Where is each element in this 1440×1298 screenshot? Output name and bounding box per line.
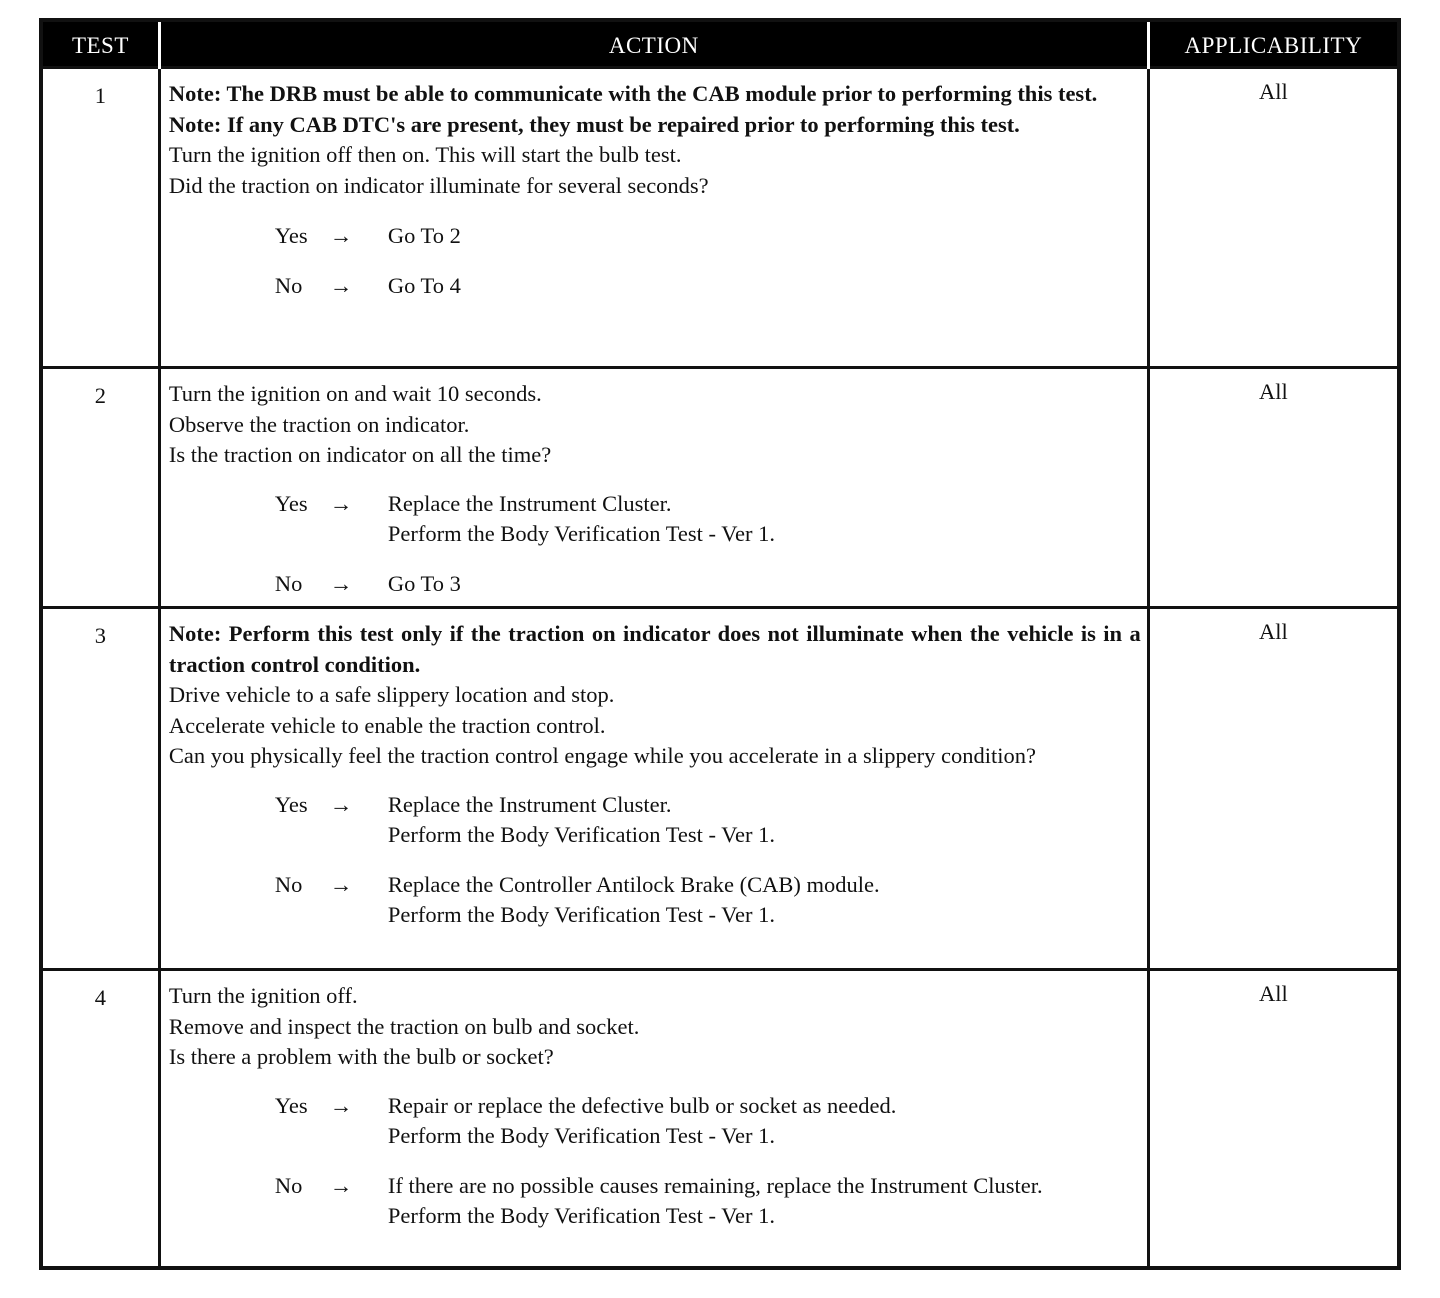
outcome-result: Go To 2 bbox=[387, 223, 461, 248]
test-number: 1 bbox=[41, 68, 159, 368]
arrow-right-icon: → bbox=[329, 223, 353, 248]
action-cell bbox=[159, 970, 1148, 1269]
outcome-label-no: No bbox=[274, 570, 303, 596]
outcome-result: Replace the Controller Antilock Brake (CAB) module. Perform the Body Verification Test - Ver 1. bbox=[387, 871, 880, 927]
header-applicability: APPLICABILITY bbox=[1148, 20, 1399, 68]
table-row-test-2 bbox=[41, 368, 1399, 608]
arrow-right-icon: → bbox=[329, 791, 353, 817]
outcome-label-no: No bbox=[274, 1172, 303, 1198]
outcome-no bbox=[275, 569, 1141, 600]
outcome-label-no: No bbox=[274, 871, 303, 897]
outcome-label-yes: Yes bbox=[274, 1092, 308, 1118]
header-action: ACTION bbox=[159, 20, 1148, 68]
question-text: Did the traction on indicator illuminate for several seconds? bbox=[168, 172, 709, 198]
outcome-label-yes: Yes bbox=[274, 791, 308, 817]
diagnostic-test-table bbox=[39, 18, 1401, 1270]
test-number: 4 bbox=[41, 970, 159, 1269]
outcome-yes bbox=[275, 1091, 1141, 1152]
applicability-value: All bbox=[1148, 368, 1399, 608]
instruction-text: Turn the ignition off then on. This will start the bulb test. bbox=[168, 142, 682, 167]
instruction-text: Remove and inspect the traction on bulb and socket. bbox=[168, 1013, 640, 1039]
outcome-yes bbox=[275, 489, 1141, 550]
note-text: Note: The DRB must be able to communicate with the CAB module prior to performing this test. bbox=[168, 81, 1098, 106]
question-text: Is the traction on indicator on all the time? bbox=[168, 442, 552, 467]
outcome-label-no: No bbox=[274, 272, 303, 298]
header-row bbox=[41, 20, 1399, 68]
arrow-right-icon: → bbox=[329, 1172, 353, 1198]
header-test: TEST bbox=[41, 20, 159, 68]
arrow-right-icon: → bbox=[329, 1092, 353, 1118]
table-row-test-4 bbox=[41, 970, 1399, 1269]
action-cell bbox=[159, 68, 1148, 368]
test-number: 3 bbox=[41, 608, 159, 970]
note-text: Note: If any CAB DTC's are present, they must be repaired prior to performing this test. bbox=[168, 111, 1020, 137]
instruction-text: Accelerate vehicle to enable the traction control. bbox=[168, 712, 606, 738]
note-text: Note: Perform this test only if the traction on indicator does not illuminate when the vehicle is in a traction control condition. bbox=[168, 621, 1141, 677]
applicability-value: All bbox=[1148, 970, 1399, 1269]
applicability-value: All bbox=[1148, 608, 1399, 970]
instruction-text: Drive vehicle to a safe slippery location and stop. bbox=[168, 682, 615, 707]
outcome-yes bbox=[275, 221, 1141, 252]
action-cell bbox=[159, 608, 1148, 970]
outcome-result: If there are no possible causes remaining, replace the Instrument Cluster. Perform the Body Verification Test - Ver 1. bbox=[387, 1172, 1043, 1228]
table-row-test-1 bbox=[41, 68, 1399, 368]
question-text: Can you physically feel the traction control engage while you accelerate in a slippery condition? bbox=[168, 743, 1037, 768]
action-cell bbox=[159, 368, 1148, 608]
outcome-result: Go To 3 bbox=[387, 570, 461, 596]
question-text: Is there a problem with the bulb or socket? bbox=[168, 1044, 554, 1069]
table-row-test-3 bbox=[41, 608, 1399, 970]
outcome-no bbox=[275, 271, 1141, 302]
outcome-result: Go To 4 bbox=[387, 272, 461, 298]
arrow-right-icon: → bbox=[329, 490, 353, 516]
outcome-result: Replace the Instrument Cluster. Perform the Body Verification Test - Ver 1. bbox=[387, 791, 775, 847]
outcome-result: Replace the Instrument Cluster. Perform the Body Verification Test - Ver 1. bbox=[387, 490, 775, 546]
outcome-label-yes: Yes bbox=[274, 490, 308, 516]
outcome-result: Repair or replace the defective bulb or socket as needed. Perform the Body Verification Test - Ver 1. bbox=[387, 1092, 897, 1148]
instruction-text: Turn the ignition on and wait 10 seconds. bbox=[168, 381, 542, 406]
arrow-right-icon: → bbox=[329, 871, 353, 897]
outcome-no bbox=[275, 1171, 1141, 1232]
arrow-right-icon: → bbox=[329, 570, 353, 596]
instruction-text: Turn the ignition off. bbox=[168, 983, 358, 1008]
instruction-text: Observe the traction on indicator. bbox=[168, 411, 470, 437]
outcome-no bbox=[275, 870, 1141, 931]
applicability-value: All bbox=[1148, 68, 1399, 368]
outcome-yes bbox=[275, 790, 1141, 851]
test-number: 2 bbox=[41, 368, 159, 608]
outcome-label-yes: Yes bbox=[274, 223, 308, 248]
arrow-right-icon: → bbox=[329, 272, 353, 298]
